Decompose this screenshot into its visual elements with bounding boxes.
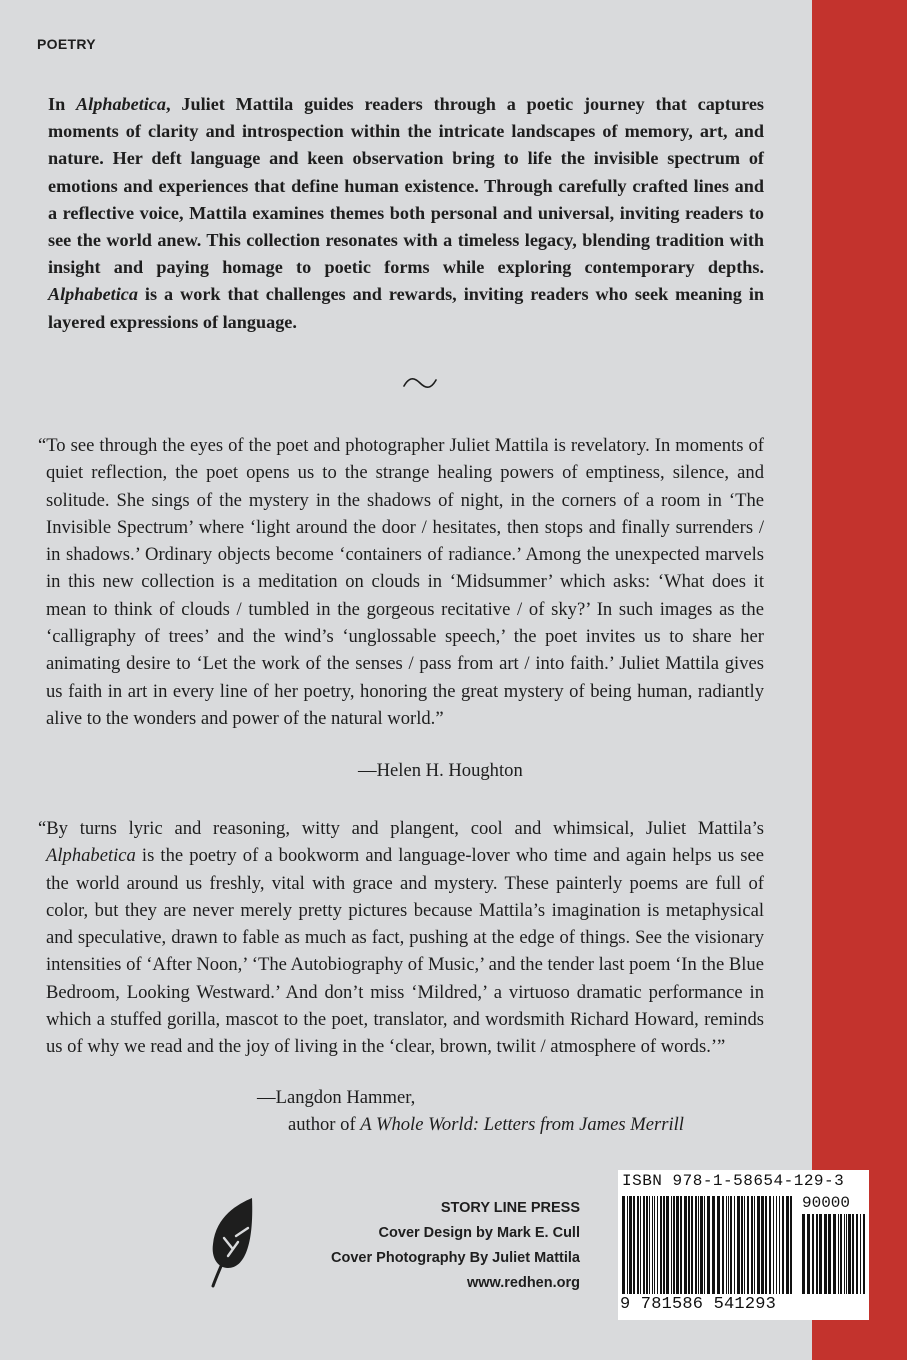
barcode-bar — [761, 1196, 764, 1294]
barcode-bar — [629, 1196, 632, 1294]
cover-design-credit: Cover Design by Mark E. Cull — [378, 1225, 580, 1241]
barcode-bar — [700, 1196, 703, 1294]
barcode-bar — [828, 1214, 831, 1294]
barcode-bar — [754, 1196, 755, 1294]
barcode-bar — [660, 1196, 662, 1294]
barcode-bar — [816, 1214, 818, 1294]
barcode-bar — [757, 1196, 760, 1294]
barcode-bar — [786, 1196, 789, 1294]
price-code: 90000 — [802, 1194, 851, 1212]
barcode-bar — [684, 1196, 687, 1294]
barcode-bar — [730, 1196, 732, 1294]
review-quote-hammer: “By turns lyric and reasoning, witty and plangent, cool and whimsical, Juliet Mattila’s Alphabetica is the poetry of a bookworm and language-lover who time and again helps us see the world around us freshly, vital with grace and mystery. These painterly poems are full of color, but they are never merely pretty pictures because Mattila’s imagination is metaphysical and speculative, drawn to fable as much as fact, pushing at the edge of things. See the visionary intensities of ‘After Noon,’ ‘The Autobiography of Music,’ and the tender last poem ‘In the Blue Bedroom, Looking Westward.’ And don’t miss ‘Mildred,’ a virtuoso dramatic performance in which a stuffed gorilla, mascot to the poet, translator, and wordsmith Richard Howard, reminds us of why we read and the joy of living in the ‘clear, brown, twilit / atmosphere of words.’” — [38, 818, 764, 1058]
barcode-bar — [643, 1196, 645, 1294]
barcode-bar — [807, 1214, 810, 1294]
book-title: Alphabetica — [76, 94, 166, 114]
barcode-bar — [654, 1196, 655, 1294]
book-description: In Alphabetica, Juliet Mattila guides readers through a poetic journey that captures moments of clarity and introspection within the intricate landscapes of memory, art, and nature. Her deft language and keen observation bring to life the invisible spectrum of emotions and experiences that define human existence. Through carefully crafted lines and a reflective voice, Mattila examines themes both personal and universal, inviting readers to see the world anew. This collection resonates with a timeless legacy, blending tradition with insight and paying homage to poetic forms while exploring contemporary depths. Alphabetica is a work that challenges and rewards, inviting readers who seek meaning in layered expressions of language. — [48, 94, 764, 332]
barcode-bar — [646, 1196, 648, 1294]
barcode-bar — [622, 1196, 625, 1294]
barcode-bar — [838, 1214, 839, 1294]
isbn-barcode — [618, 1170, 869, 1320]
barcode-bar — [680, 1196, 682, 1294]
barcode-bar — [860, 1214, 861, 1294]
barcode-bar — [840, 1214, 842, 1294]
barcode-bar — [698, 1196, 699, 1294]
book-title: Alphabetica — [48, 284, 138, 305]
barcode-bar — [747, 1196, 749, 1294]
tilde-ornament-icon — [400, 374, 440, 392]
referenced-book-title: A Whole World: Letters from James Merrill — [360, 1114, 684, 1135]
barcode-bar — [637, 1196, 639, 1294]
barcode-bar — [848, 1214, 851, 1294]
barcode-bar — [671, 1196, 672, 1294]
barcode-bar — [844, 1214, 845, 1294]
barcode-bar — [744, 1196, 745, 1294]
barcode-bar — [824, 1214, 827, 1294]
barcode-bar — [633, 1196, 635, 1294]
barcode-bar — [649, 1196, 650, 1294]
barcode-bar — [776, 1196, 777, 1294]
isbn-number: ISBN 978-1-58654-129-3 — [622, 1172, 845, 1190]
barcode-bar — [712, 1196, 715, 1294]
barcode-bar — [802, 1214, 805, 1294]
barcode-bar — [852, 1214, 854, 1294]
ean-digits: 9 781586 541293 — [620, 1295, 777, 1314]
barcode-bar — [773, 1196, 774, 1294]
addon-barcode-bars — [802, 1214, 866, 1294]
barcode-bar — [741, 1196, 743, 1294]
barcode-bar — [734, 1196, 735, 1294]
publisher-website: www.redhen.org — [466, 1275, 580, 1291]
leaf-icon — [208, 1196, 256, 1288]
red-accent-stripe — [812, 0, 907, 1360]
barcode-bar — [717, 1196, 720, 1294]
cover-photo-credit: Cover Photography By Juliet Mattila — [331, 1250, 580, 1266]
barcode-bar — [695, 1196, 697, 1294]
barcode-bar — [728, 1196, 729, 1294]
barcode-bar — [707, 1196, 710, 1294]
barcode-bar — [819, 1214, 822, 1294]
barcode-bar — [856, 1214, 858, 1294]
category-label: POETRY — [37, 36, 96, 52]
barcode-bar — [863, 1214, 865, 1294]
barcode-bar — [790, 1196, 792, 1294]
ean-barcode-bars — [622, 1196, 794, 1294]
review-attribution-houghton: —Helen H. Houghton — [358, 760, 523, 781]
barcode-bar — [673, 1196, 675, 1294]
barcode-bar — [627, 1196, 628, 1294]
barcode-bar — [779, 1196, 780, 1294]
book-title: Alphabetica — [46, 845, 136, 867]
review-attribution-hammer-role: author of A Whole World: Letters from James Merrill — [288, 1114, 684, 1135]
publisher-credits — [290, 1196, 580, 1296]
barcode-bar — [663, 1196, 665, 1294]
barcode-bar — [751, 1196, 753, 1294]
publisher-name: STORY LINE PRESS — [440, 1200, 580, 1216]
barcode-bar — [691, 1196, 693, 1294]
barcode-bar — [782, 1196, 784, 1294]
barcode-bar — [666, 1196, 669, 1294]
barcode-bar — [688, 1196, 690, 1294]
barcode-bar — [640, 1196, 641, 1294]
barcode-bar — [722, 1196, 724, 1294]
barcode-bar — [704, 1196, 705, 1294]
barcode-bar — [846, 1214, 847, 1294]
review-attribution-hammer: —Langdon Hammer, — [257, 1087, 416, 1108]
barcode-bar — [765, 1196, 767, 1294]
barcode-bar — [737, 1196, 740, 1294]
barcode-bar — [769, 1196, 771, 1294]
barcode-bar — [657, 1196, 658, 1294]
barcode-bar — [812, 1214, 814, 1294]
barcode-bar — [726, 1196, 727, 1294]
barcode-bar — [833, 1214, 836, 1294]
barcode-bar — [676, 1196, 679, 1294]
barcode-bar — [652, 1196, 653, 1294]
review-quote-houghton: “To see through the eyes of the poet and photographer Juliet Mattila is revelatory. In moments of quiet reflection, the poet opens us to the strange healing powers of emptiness, silence, and solitude. She sings of the mystery in the shadows of night, in the corners of a room in ‘The Invisible Spectrum’ where ‘light around the door / hesitates, then stops and finally surrenders / in shadows.’ Ordinary objects become ‘containers of radiance.’ Among the unexpected marvels in this new collection is a meditation on clouds in ‘Midsummer’ which asks: ‘What does it mean to think of clouds / tumbled in the gorgeous recitative / of sky?’ In such images as the ‘calligraphy of trees’ and the wind’s ‘unglossable speech,’ the poet invites us to share her animating desire to ‘Let the work of the senses / pass from art / into faith.’ Juliet Mattila gives us faith in art in every line of her poetry, honoring the great mystery of being human, radiantly alive to the wonders and power of the natural world.” — [38, 435, 764, 729]
